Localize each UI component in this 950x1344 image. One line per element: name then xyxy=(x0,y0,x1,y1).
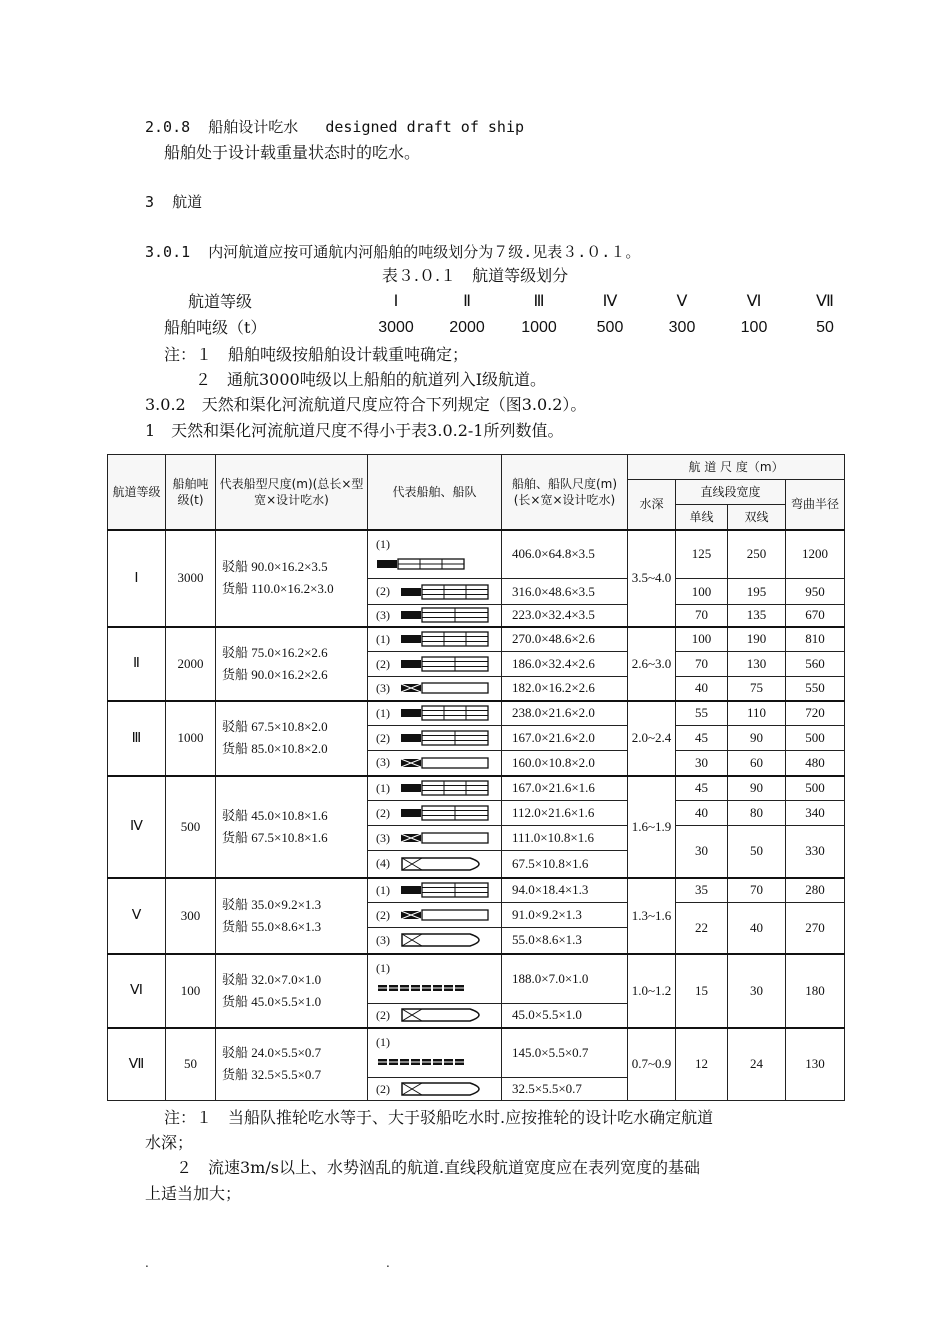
convoy-diagram xyxy=(376,1081,499,1097)
double-width-cell: 250 xyxy=(728,530,786,579)
bend-radius-cell: 480 xyxy=(786,751,845,776)
convoy-cell xyxy=(368,851,502,878)
table-3-0-1-tonnage-row xyxy=(0,318,950,338)
convoy-diagram-icon xyxy=(376,556,468,572)
bend-radius-cell: 500 xyxy=(786,776,845,801)
convoy-diagram xyxy=(376,780,499,796)
ship-size-cell xyxy=(216,701,368,776)
header-ship-size: 代表船型尺度(m)(总长×型宽×设计吃水) xyxy=(216,455,368,530)
convoy-diagram-icon xyxy=(400,705,492,721)
convoy-label: (1) xyxy=(376,631,390,646)
convoy-label: (2) xyxy=(376,730,390,745)
section-text: 内河航道应按可通航内河船舶的吨级划分为７级.见表３.０.１。 xyxy=(208,243,641,261)
convoy-label: (3) xyxy=(376,607,390,622)
table-note-1: 注：１ 当船队推轮吃水等于、大于驳船吃水时.应按推轮的设计吃水确定航道 xyxy=(164,1108,714,1127)
convoy-cell xyxy=(368,1004,502,1028)
double-width-cell: 110 xyxy=(728,701,786,726)
note-1: 注：１ 船舶吨级按船舶设计载重吨确定； xyxy=(164,345,469,364)
convoy-label: (1) xyxy=(376,1035,390,1050)
barge-size: 驳船 90.0×16.2×3.5 xyxy=(222,559,328,574)
grade-cell: Ⅲ xyxy=(533,293,545,310)
convoy-label: (3) xyxy=(376,680,390,695)
convoy-size-cell: 223.0×32.4×3.5 xyxy=(502,605,628,627)
grade-cell: Ⅱ xyxy=(108,627,166,701)
single-width-cell: 40 xyxy=(676,801,728,826)
bend-radius-cell: 950 xyxy=(786,579,845,605)
depth-cell: 2.6~3.0 xyxy=(628,627,676,701)
single-width-cell: 70 xyxy=(676,652,728,677)
convoy-diagram-icon xyxy=(400,1081,492,1097)
convoy-cell xyxy=(368,776,502,801)
convoy-cell xyxy=(368,954,502,1004)
convoy-cell xyxy=(368,878,502,903)
grade-cell: Ⅳ xyxy=(108,776,166,878)
convoy-diagram xyxy=(376,907,499,923)
convoy-cell xyxy=(368,530,502,579)
chapter-number: 3 xyxy=(145,193,155,211)
tonnage-cell: 1000 xyxy=(166,701,216,776)
convoy-diagram-icon xyxy=(400,830,492,846)
convoy-label: (1) xyxy=(376,780,390,795)
convoy-size-cell: 182.0×16.2×2.6 xyxy=(502,677,628,701)
bend-radius-cell: 720 xyxy=(786,701,845,726)
convoy-size-cell: 238.0×21.6×2.0 xyxy=(502,701,628,726)
convoy-diagram xyxy=(376,805,499,821)
convoy-label: (1) xyxy=(376,961,390,976)
grade-row-label: 航道等级 xyxy=(188,292,253,311)
convoy-cell xyxy=(368,701,502,726)
convoy-size-cell: 270.0×48.6×2.6 xyxy=(502,627,628,652)
convoy-size-cell: 316.0×48.6×3.5 xyxy=(502,579,628,605)
note-2: ２ 通航3000吨级以上船舶的航道列入Ⅰ级航道。 xyxy=(195,370,547,389)
bend-radius-cell: 810 xyxy=(786,627,845,652)
double-width-cell: 80 xyxy=(728,801,786,826)
ship-size-cell xyxy=(216,776,368,878)
ship-size-cell xyxy=(216,530,368,627)
chapter-title: 航道 xyxy=(172,193,203,211)
single-width-cell: 12 xyxy=(676,1028,728,1101)
convoy-size-cell: 188.0×7.0×1.0 xyxy=(502,954,628,1004)
depth-cell: 1.6~1.9 xyxy=(628,776,676,878)
table-3-0-1-caption: 表３.０.１ 航道等级划分 xyxy=(381,266,569,285)
bend-radius-cell: 270 xyxy=(786,903,845,954)
convoy-size-cell: 94.0×18.4×1.3 xyxy=(502,878,628,903)
convoy-cell xyxy=(368,605,502,627)
cargo-ship-size: 货船 67.5×10.8×1.6 xyxy=(222,829,328,845)
cargo-ship-size: 货船 32.5×5.5×0.7 xyxy=(222,1067,322,1083)
ship-size-cell xyxy=(216,1028,368,1101)
grade-cell: Ⅴ xyxy=(676,293,688,310)
table-row xyxy=(108,530,845,579)
single-width-cell: 30 xyxy=(676,751,728,776)
convoy-cell xyxy=(368,903,502,928)
grade-cell: Ⅵ xyxy=(746,293,762,310)
convoy-size-cell: 160.0×10.8×2.0 xyxy=(502,751,628,776)
convoy-diagram-icon xyxy=(400,656,492,672)
convoy-label: (3) xyxy=(376,755,390,770)
table-body xyxy=(108,530,845,1101)
grade-cell: Ⅱ xyxy=(463,293,471,310)
section-2-0-8-desc: 船舶处于设计载重量状态时的吃水。 xyxy=(164,143,421,162)
convoy-diagram-icon xyxy=(400,780,492,796)
double-width-cell: 60 xyxy=(728,751,786,776)
bend-radius-cell: 500 xyxy=(786,726,845,751)
grade-cell: Ⅰ xyxy=(393,293,399,310)
barge-size: 驳船 75.0×16.2×2.6 xyxy=(222,644,328,660)
convoy-diagram-icon xyxy=(400,932,492,948)
tonnage-cell: 1000 xyxy=(521,319,557,336)
convoy-diagram xyxy=(376,1035,499,1070)
ship-size-cell xyxy=(216,627,368,701)
convoy-diagram xyxy=(376,1007,499,1023)
tonnage-cell: 300 xyxy=(166,878,216,954)
convoy-diagram-icon xyxy=(400,631,492,647)
convoy-diagram-icon xyxy=(400,607,492,623)
cargo-ship-size: 货船 110.0×16.2×3.0 xyxy=(222,581,334,596)
grade-cell: Ⅳ xyxy=(602,293,618,310)
convoy-label: (3) xyxy=(376,932,390,947)
grade-cell: Ⅶ xyxy=(816,293,834,310)
cargo-ship-size: 货船 55.0×8.6×1.3 xyxy=(222,918,322,934)
tonnage-cell: 500 xyxy=(596,319,624,336)
footer-dot: . xyxy=(386,1256,390,1270)
convoy-diagram xyxy=(376,882,499,898)
bend-radius-cell: 340 xyxy=(786,801,845,826)
tonnage-cell: 50 xyxy=(816,319,834,336)
barge-size: 驳船 35.0×9.2×1.3 xyxy=(222,896,322,912)
table-note-2-cont: 上适当加大； xyxy=(145,1184,242,1203)
convoy-label: (1) xyxy=(376,882,390,897)
barge-size: 驳船 45.0×10.8×1.6 xyxy=(222,807,328,823)
item-1: 1 天然和渠化河流航道尺度不得小于表3.0.2-1所列数值。 xyxy=(145,421,564,440)
single-width-cell: 70 xyxy=(676,605,728,627)
tonnage-row-label: 船舶吨级（t） xyxy=(164,318,267,337)
double-width-cell: 24 xyxy=(728,1028,786,1101)
convoy-size-cell: 32.5×5.5×0.7 xyxy=(502,1078,628,1101)
section-3-0-2: 3.0.2 天然和渠化河流航道尺度应符合下列规定（图3.0.2）。 xyxy=(145,395,587,414)
section-title-cn: 船舶设计吃水 xyxy=(208,118,299,136)
section-number: 3.0.1 xyxy=(145,243,191,261)
bend-radius-cell: 560 xyxy=(786,652,845,677)
single-width-cell: 45 xyxy=(676,726,728,751)
convoy-diagram-icon xyxy=(400,882,492,898)
single-width-cell: 15 xyxy=(676,954,728,1028)
ship-size-cell xyxy=(216,878,368,954)
header-tonnage: 船舶吨级(t) xyxy=(166,455,216,530)
grade-cell: Ⅲ xyxy=(108,701,166,776)
convoy-size-cell: 67.5×10.8×1.6 xyxy=(502,851,628,878)
convoy-diagram xyxy=(376,680,499,696)
convoy-diagram xyxy=(376,584,499,600)
bend-radius-cell: 280 xyxy=(786,878,845,903)
convoy-size-cell: 112.0×21.6×1.6 xyxy=(502,801,628,826)
convoy-diagram-icon xyxy=(400,755,492,771)
single-width-cell: 35 xyxy=(676,878,728,903)
section-2-0-8-heading xyxy=(145,117,524,137)
convoy-diagram xyxy=(376,537,499,572)
convoy-label: (1) xyxy=(376,705,390,720)
convoy-size-cell: 145.0×5.5×0.7 xyxy=(502,1028,628,1078)
bend-radius-cell: 330 xyxy=(786,826,845,878)
header-single: 单线 xyxy=(676,505,728,530)
convoy-diagram xyxy=(376,961,499,996)
section-3-0-1 xyxy=(145,242,640,262)
grade-cell: Ⅰ xyxy=(108,530,166,627)
convoy-label: (2) xyxy=(376,907,390,922)
section-title-en: designed draft of ship xyxy=(325,118,525,136)
convoy-size-cell: 111.0×10.8×1.6 xyxy=(502,826,628,851)
header-channel-dims: 航 道 尺 度（m） xyxy=(628,455,845,480)
depth-cell: 0.7~0.9 xyxy=(628,1028,676,1101)
section-number: 2.0.8 xyxy=(145,118,191,136)
double-width-cell: 90 xyxy=(728,726,786,751)
header-double: 双线 xyxy=(728,505,786,530)
bend-radius-cell: 670 xyxy=(786,605,845,627)
double-width-cell: 75 xyxy=(728,677,786,701)
convoy-diagram xyxy=(376,856,499,872)
bend-radius-cell: 550 xyxy=(786,677,845,701)
table-row xyxy=(108,627,845,652)
convoy-label: (4) xyxy=(376,856,390,871)
depth-cell: 1.3~1.6 xyxy=(628,878,676,954)
tonnage-cell: 2000 xyxy=(166,627,216,701)
convoy-label: (3) xyxy=(376,830,390,845)
tonnage-cell: 500 xyxy=(166,776,216,878)
convoy-diagram-icon xyxy=(400,1007,492,1023)
convoy-label: (2) xyxy=(376,805,390,820)
convoy-diagram xyxy=(376,755,499,771)
single-width-cell: 100 xyxy=(676,627,728,652)
convoy-cell xyxy=(368,627,502,652)
convoy-label: (2) xyxy=(376,1007,390,1022)
cargo-ship-size: 货船 90.0×16.2×2.6 xyxy=(222,666,328,682)
ship-size-cell xyxy=(216,954,368,1028)
convoy-cell xyxy=(368,751,502,776)
convoy-cell xyxy=(368,928,502,954)
double-width-cell: 30 xyxy=(728,954,786,1028)
header-convoy: 代表船舶、船队 xyxy=(368,455,502,530)
convoy-diagram-icon xyxy=(400,907,492,923)
convoy-size-cell: 167.0×21.6×2.0 xyxy=(502,726,628,751)
convoy-size-cell: 45.0×5.5×1.0 xyxy=(502,1004,628,1028)
convoy-cell xyxy=(368,726,502,751)
convoy-diagram-icon xyxy=(400,856,492,872)
footer-dot: . xyxy=(145,1256,149,1270)
double-width-cell: 50 xyxy=(728,826,786,878)
convoy-diagram xyxy=(376,631,499,647)
cargo-ship-size: 货船 85.0×10.8×2.0 xyxy=(222,741,328,756)
table-row xyxy=(108,701,845,726)
header-bend-radius: 弯曲半径 xyxy=(786,480,845,530)
table-row xyxy=(108,776,845,801)
barge-size: 驳船 67.5×10.8×2.0 xyxy=(222,719,328,734)
tonnage-cell: 2000 xyxy=(449,319,485,336)
single-width-cell: 100 xyxy=(676,579,728,605)
convoy-label: (2) xyxy=(376,584,390,598)
single-width-cell: 22 xyxy=(676,903,728,954)
chapter-3-heading xyxy=(145,192,202,212)
convoy-diagram-icon xyxy=(400,730,492,746)
double-width-cell: 195 xyxy=(728,579,786,605)
convoy-cell xyxy=(368,1028,502,1078)
convoy-cell xyxy=(368,677,502,701)
depth-cell: 3.5~4.0 xyxy=(628,530,676,627)
table-note-1-cont: 水深； xyxy=(145,1133,194,1152)
table-note-2: ２ 流速3m/s以上、水势汹乱的航道.直线段航道宽度应在表列宽度的基础 xyxy=(176,1158,701,1177)
tonnage-cell: 3000 xyxy=(166,530,216,627)
double-width-cell: 135 xyxy=(728,605,786,627)
grade-cell: Ⅴ xyxy=(108,878,166,954)
grade-cell: Ⅵ xyxy=(108,954,166,1028)
convoy-diagram-icon xyxy=(376,1054,468,1070)
convoy-size-cell: 186.0×32.4×2.6 xyxy=(502,652,628,677)
single-width-cell: 55 xyxy=(676,701,728,726)
convoy-diagram-icon xyxy=(400,805,492,821)
barge-size: 驳船 24.0×5.5×0.7 xyxy=(222,1045,322,1061)
convoy-size-cell: 406.0×64.8×3.5 xyxy=(502,530,628,579)
double-width-cell: 190 xyxy=(728,627,786,652)
tonnage-cell: 50 xyxy=(166,1028,216,1101)
single-width-cell: 30 xyxy=(676,826,728,878)
table-row xyxy=(108,878,845,903)
convoy-diagram xyxy=(376,830,499,846)
bend-radius-cell: 1200 xyxy=(786,530,845,579)
tonnage-cell: 3000 xyxy=(378,319,414,336)
convoy-size-cell: 91.0×9.2×1.3 xyxy=(502,903,628,928)
convoy-cell xyxy=(368,652,502,677)
grade-cell: Ⅶ xyxy=(108,1028,166,1101)
convoy-cell xyxy=(368,1078,502,1101)
convoy-cell xyxy=(368,801,502,826)
convoy-size-cell: 55.0×8.6×1.3 xyxy=(502,928,628,954)
convoy-diagram xyxy=(376,607,499,623)
bend-radius-cell: 180 xyxy=(786,954,845,1028)
header-grade: 航道等级 xyxy=(108,455,166,530)
convoy-diagram xyxy=(376,656,499,672)
convoy-cell xyxy=(368,826,502,851)
convoy-diagram-icon xyxy=(376,980,468,996)
table-row xyxy=(108,1028,845,1078)
single-width-cell: 40 xyxy=(676,677,728,701)
tonnage-cell: 100 xyxy=(166,954,216,1028)
channel-dimension-table xyxy=(107,454,845,1101)
convoy-label: (1) xyxy=(376,536,390,551)
convoy-diagram-icon xyxy=(400,584,492,600)
convoy-diagram xyxy=(376,705,499,721)
convoy-diagram xyxy=(376,932,499,948)
double-width-cell: 70 xyxy=(728,878,786,903)
double-width-cell: 90 xyxy=(728,776,786,801)
double-width-cell: 40 xyxy=(728,903,786,954)
header-straight-width: 直线段宽度 xyxy=(676,480,786,505)
bend-radius-cell: 130 xyxy=(786,1028,845,1101)
barge-size: 驳船 32.0×7.0×1.0 xyxy=(222,971,322,987)
header-convoy-size: 船舶、船队尺度(m)(长×宽×设计吃水) xyxy=(502,455,628,530)
depth-cell: 1.0~1.2 xyxy=(628,954,676,1028)
convoy-label: (2) xyxy=(376,1081,390,1096)
single-width-cell: 45 xyxy=(676,776,728,801)
convoy-label: (2) xyxy=(376,656,390,671)
single-width-cell: 125 xyxy=(676,530,728,579)
tonnage-cell: 100 xyxy=(740,319,768,336)
convoy-diagram-icon xyxy=(400,680,492,696)
convoy-diagram xyxy=(376,730,499,746)
table-row xyxy=(108,954,845,1004)
depth-cell: 2.0~2.4 xyxy=(628,701,676,776)
tonnage-cell: 300 xyxy=(668,319,696,336)
header-depth: 水深 xyxy=(628,480,676,530)
convoy-size-cell: 167.0×21.6×1.6 xyxy=(502,776,628,801)
cargo-ship-size: 货船 45.0×5.5×1.0 xyxy=(222,993,322,1009)
double-width-cell: 130 xyxy=(728,652,786,677)
convoy-cell xyxy=(368,579,502,605)
table-3-0-1-grade-row xyxy=(0,292,950,312)
